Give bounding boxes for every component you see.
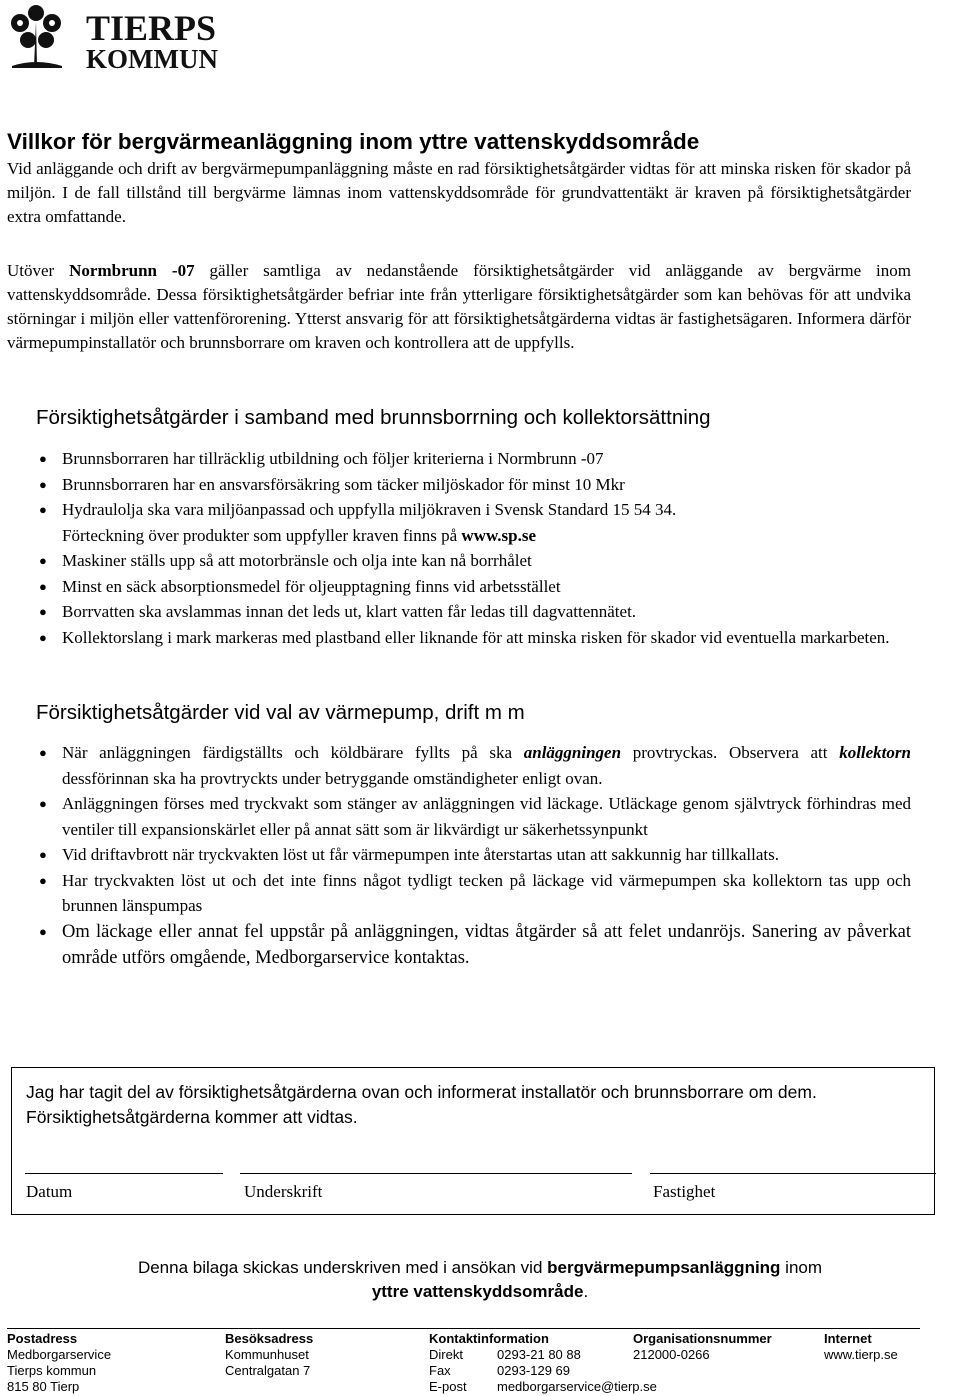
property-label: Fastighet <box>653 1182 716 1201</box>
date-label: Datum <box>26 1182 73 1201</box>
logo-name-line1: TIERPS <box>86 8 217 48</box>
phone-number[interactable]: 0293-21 80 88 <box>497 1347 581 1362</box>
section1-heading: Försiktighetsåtgärder i samband med brunnsborrning och kollektorsättning <box>36 406 711 429</box>
list-item: ● Brunnsborraren har tillräcklig utbildning och följer kriterierna i Normbrunn -07 <box>0 446 911 472</box>
declaration-box <box>11 1067 935 1215</box>
bullet-icon: ● <box>39 553 47 568</box>
declaration-text: Jag har tagit del av försiktighetsåtgärderna ovan och informerat installatör och brunnsborrare om dem. Försiktighetsåtgärderna kommer att vidtas. <box>26 1082 817 1127</box>
sp-link[interactable]: www.sp.se <box>461 525 537 545</box>
footer-divider <box>7 1328 920 1329</box>
footer-internet: Internet www.tierp.se <box>824 1331 898 1362</box>
list-item: ● Brunnsborraren har en ansvarsförsäkring som täcker miljöskador för minst 10 Mkr <box>0 472 911 498</box>
footer-besoksadress: Besöksadress Kommunhuset Centralgatan 7 <box>225 1331 314 1378</box>
bullet-icon: ● <box>39 578 47 594</box>
date-signature-line[interactable] <box>25 1173 223 1174</box>
list-item: ● Om läckage eller annat fel uppstår på anläggningen, vidtas åtgärder så att felet undanröjs. Sanering av påverkat område utförs omgående, Medborgarservice kontaktas. <box>0 919 911 971</box>
bullet-icon: ● <box>39 847 47 862</box>
bullet-icon: ● <box>39 502 47 517</box>
attachment-note: Denna bilaga skickas underskriven med i ansökan vid bergvärmepumpsanläggning inom yttre vattenskyddsområde. <box>137 1258 823 1301</box>
section2-heading: Försiktighetsåtgärder vid val av värmepump, drift m m <box>36 701 525 724</box>
signature-label: Underskrift <box>244 1182 323 1201</box>
normbrunn-paragraph: Utöver Normbrunn -07 gäller samtliga av nedanstående försiktighetsåtgärder vid anläggande av bergvärme inom vattenskyddsområde. Dessa försiktighetsåtgärder befriar inte från ytterligare försiktighetsåtgärder som kan behövas för att undvika störningar i miljön eller vattenförorening. Ytterst ansvarig för att försiktighetsåtgärderna vidtas är fastighetsägaren. Informera därför värmepumpinstallatör och brunnsborrare om kraven och kontrollera att de uppfylls. <box>7 261 911 352</box>
list-item: ● Borrvatten ska avslammas innan det leds ut, klart vatten får ledas till dagvattennätet. <box>0 599 911 625</box>
list-item: ● Minst en säck absorptionsmedel för oljeupptagning finns vid arbetsstället <box>0 574 911 600</box>
section2-list <box>0 740 911 971</box>
email-link[interactable]: medborgarservice@tierp.se <box>497 1379 657 1394</box>
footer-postadress: Postadress Medborgarservice Tierps kommun 815 80 Tierp <box>7 1331 112 1394</box>
bullet-icon: ● <box>39 796 47 811</box>
clover-emblem <box>11 5 62 68</box>
fax-number: 0293-129 69 <box>497 1363 571 1378</box>
bullet-icon: ● <box>39 872 47 888</box>
bullet-icon: ● <box>39 604 47 619</box>
bullet-icon: ● <box>39 629 47 645</box>
list-item: ● Kollektorslang i mark markeras med plastband eller liknande för att minska risken för skador vid eventuella markarbeten. <box>0 625 911 651</box>
bullet-icon: ● <box>39 451 47 466</box>
list-item: ● Maskiner ställs upp så att motorbränsle och olja inte kan nå borrhålet <box>0 548 911 574</box>
footer-orgnr: Organisationsnummer 212000-0266 <box>633 1331 772 1362</box>
list-item: ● Anläggningen förses med tryckvakt som stänger av anläggningen vid läckage. Utläckage genom självtryck förhindras med ventiler till expansionskärlet eller på annat sätt som är likvärdigt ur säkerhetssynpunkt <box>0 791 911 842</box>
tierps-kommun-logo <box>6 4 236 74</box>
footer-kontakt: Kontaktinformation Direkt 0293-21 80 88 Fax 0293-129 69 E-post medborgarservice@tierp.se <box>429 1331 657 1394</box>
list-item: ● När anläggningen färdigställts och köldbärare fyllts på ska anläggningen provtryckas. Observera att kollektorn dessförinnan ska ha provtryckts under betryggande omständigheter enligt ovan. <box>0 740 911 791</box>
list-item: ● Vid driftavbrott när tryckvakten löst ut får värmepumpen inte återstartas utan att sakkunnig har tillkallats. <box>0 842 911 868</box>
list-item: ● Hydraulolja ska vara miljöanpassad och uppfylla miljökraven i Svensk Standard 15 54 34. Förteckning över produkter som uppfyller kraven finns på www.sp.se <box>0 497 911 548</box>
bullet-icon: ● <box>39 923 47 939</box>
section1-list <box>0 446 911 650</box>
intro-paragraph: Vid anläggande och drift av bergvärmepumpanläggning måste en rad försiktighetsåtgärder vidtas för att minska risken för skador på miljön. I de fall tillstånd till bergvärme lämnas inom vattenskyddsområde för grundvattentäkt är kraven på försiktighetsåtgärder extra omfattande. <box>7 159 911 226</box>
bullet-icon: ● <box>39 745 47 760</box>
website-link[interactable]: www.tierp.se <box>824 1347 898 1362</box>
property-signature-line[interactable] <box>650 1173 936 1174</box>
logo-name-line2: KOMMUN <box>86 44 218 74</box>
signature-line[interactable] <box>240 1173 632 1174</box>
document-title: Villkor för bergvärmeanläggning inom yttre vattenskyddsområde <box>7 129 700 154</box>
list-item: ● Har tryckvakten löst ut och det inte finns något tydligt tecken på läckage vid värmepumpen ska kollektorn tas upp och brunnen länspumpas <box>0 868 911 919</box>
normbrunn-term: Normbrunn -07 <box>69 261 195 280</box>
bullet-icon: ● <box>39 476 47 492</box>
